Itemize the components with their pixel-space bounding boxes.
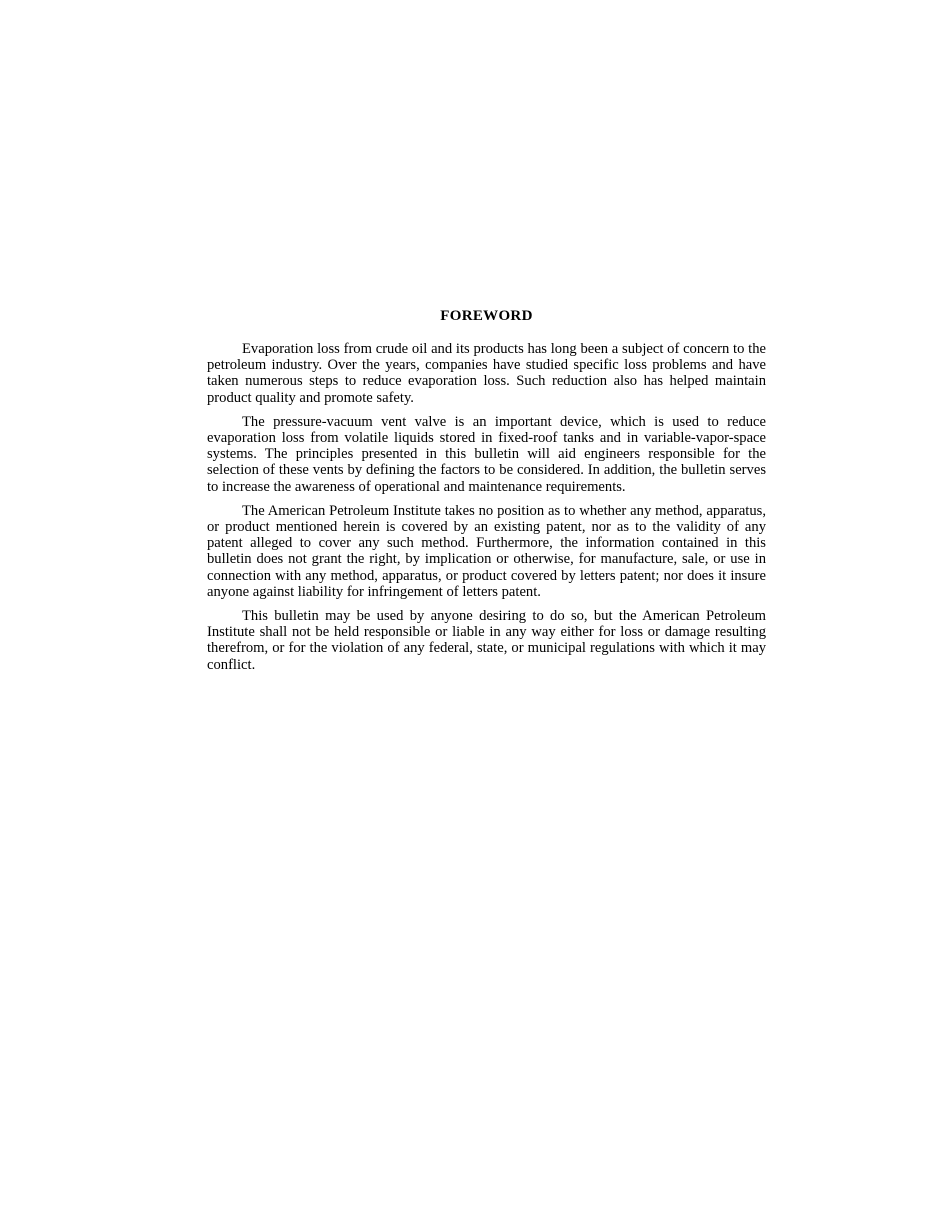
paragraph-evaporation-loss: Evaporation loss from crude oil and its products has long been a subject of concern to the petroleum industry. Over the years, companies have studied specific loss problems and have taken numerous steps to reduce evaporation loss. Such reduction also has helped maintain product quality and promote safety. <box>207 341 766 406</box>
paragraph-liability-disclaimer: This bulletin may be used by anyone desiring to do so, but the American Petroleum Institute shall not be held responsible or liable in any way either for loss or damage resulting therefrom, or for the violation of any federal, state, or municipal regulations with which it may conflict. <box>207 608 766 673</box>
paragraph-patent-disclaimer: The American Petroleum Institute takes no position as to whether any method, apparatus, or product mentioned herein is covered by an existing patent, nor as to the validity of any patent alleged to cover any such method. Furthermore, the information contained in this bulletin does not grant the right, by implication or otherwise, for manufacture, sale, or use in connection with any method, apparatus, or product covered by letters patent; nor does it insure anyone against liability for infringement of letters patent. <box>207 502 766 600</box>
foreword-section <box>207 308 766 681</box>
page-title: FOREWORD <box>440 308 533 324</box>
paragraph-vent-valve: The pressure-vacuum vent valve is an important device, which is used to reduce evaporation loss from volatile liquids stored in fixed-roof tanks and in variable-vapor-space systems. The principles presented in this bulletin will aid engineers responsible for the selection of these vents by defining the factors to be considered. In addition, the bulletin serves to increase the awareness of operational and maintenance requirements. <box>207 413 766 495</box>
